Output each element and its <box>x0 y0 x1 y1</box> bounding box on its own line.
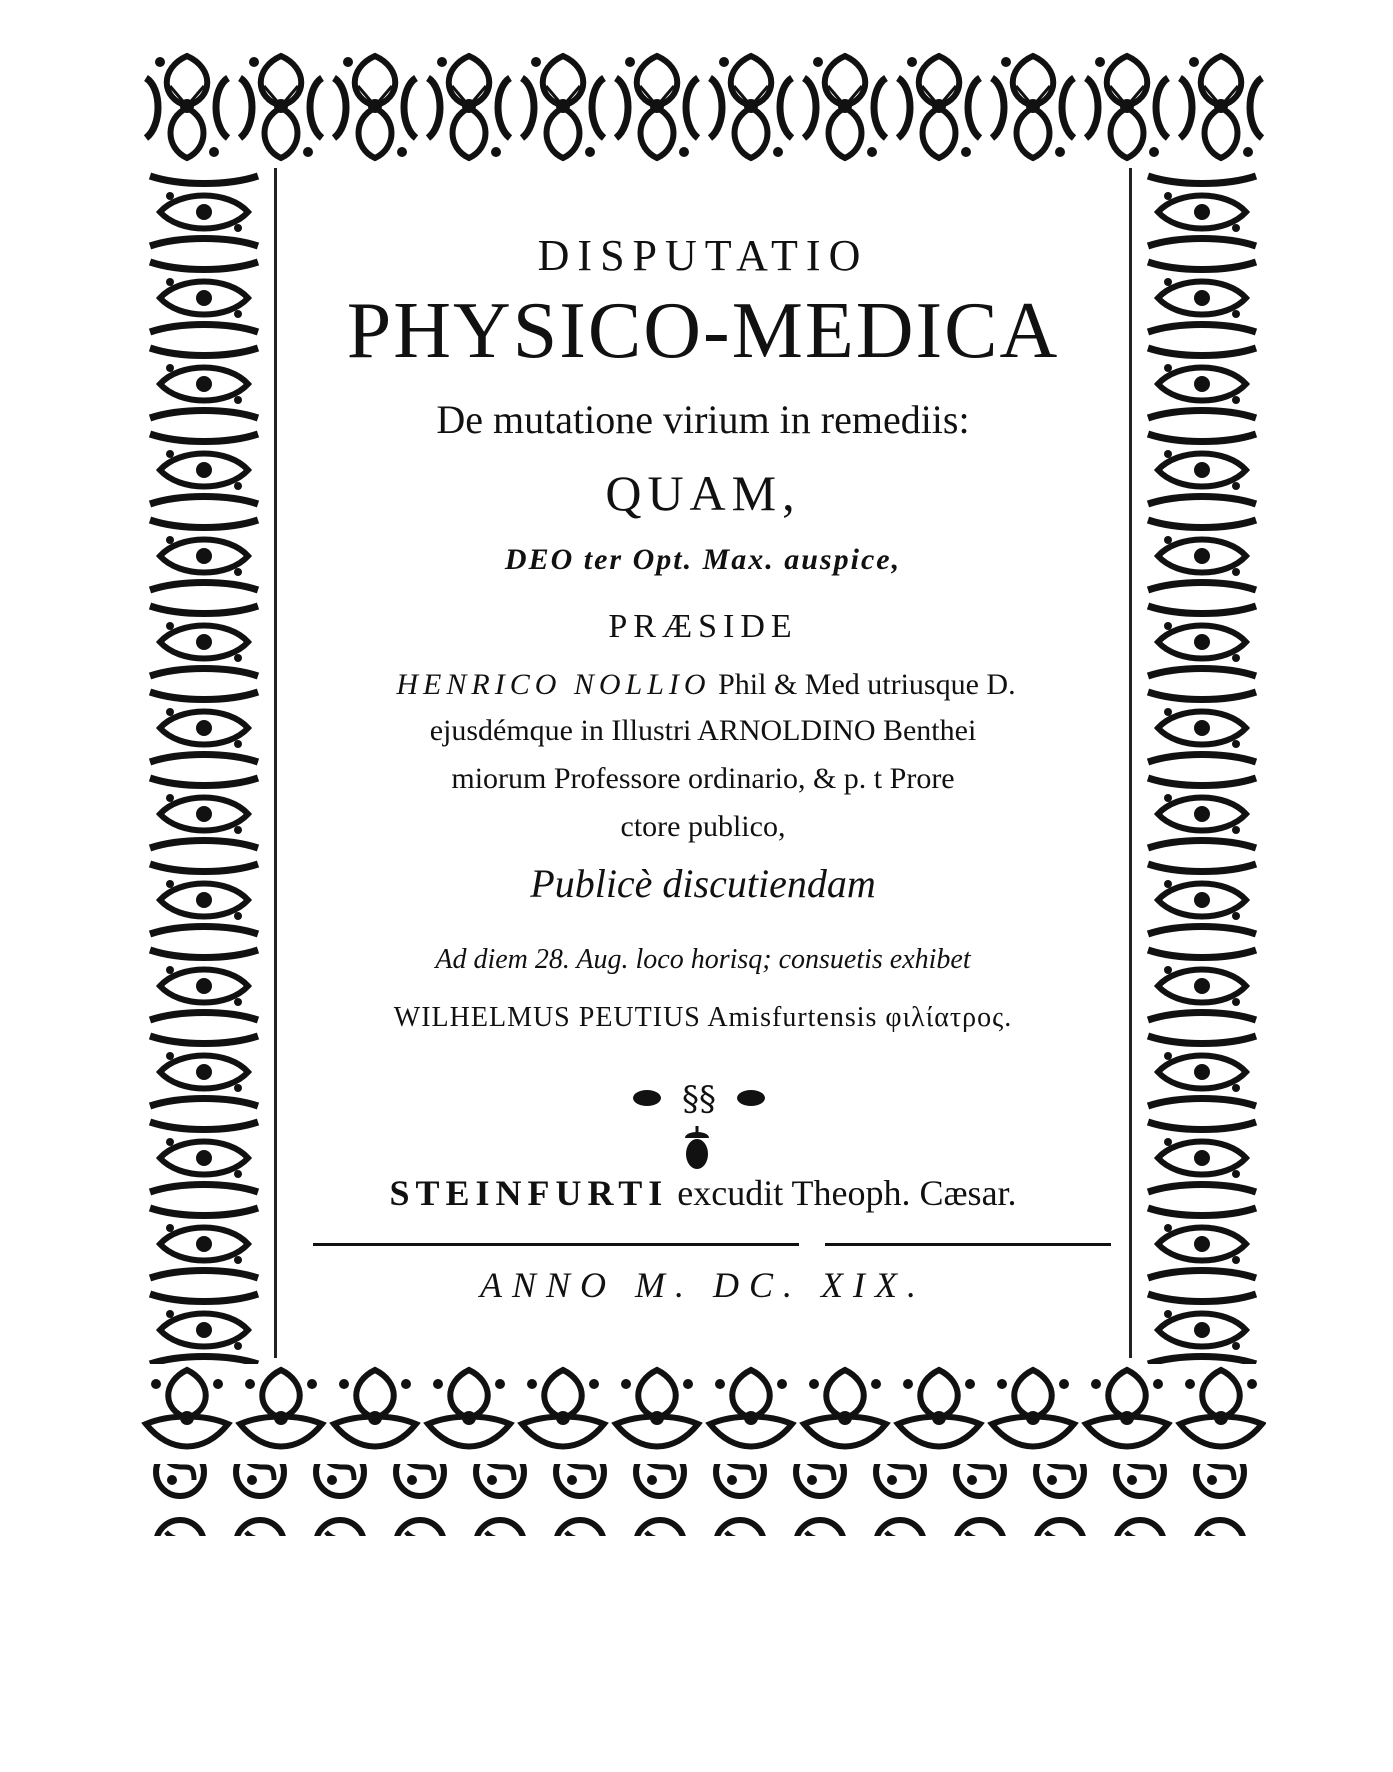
imprint-place: STEINFURTI <box>389 1173 669 1213</box>
subtitle-topic: De mutatione virium in remediis: <box>436 397 970 442</box>
publice-discutiendam: Publicè discutiendam <box>530 861 876 906</box>
section-fleuron-icon <box>629 1078 769 1118</box>
praeses-line <box>287 668 1125 702</box>
bottom-border-ornament <box>140 1364 1266 1536</box>
title-text-area <box>274 168 1132 1358</box>
title-physico-medica: PHYSICO-MEDICA <box>346 287 1060 375</box>
svg-text:§§: §§ <box>682 1079 716 1118</box>
quam-line: QUAM, <box>605 465 801 521</box>
top-border-ornament <box>140 48 1266 166</box>
praeses-position: miorum Professore ordinario, & p. t Prore <box>451 762 955 795</box>
imprint-line <box>277 1172 1129 1214</box>
right-border-ornament <box>1138 166 1266 1364</box>
title-disputatio: DISPUTATIO <box>537 231 869 280</box>
praeside-heading: PRÆSIDE <box>608 608 798 645</box>
acorn-fleuron-icon <box>677 1124 717 1172</box>
praeses-position-end: ctore publico, <box>620 810 786 843</box>
deo-invocation: DEO ter Opt. Max. auspice, <box>504 543 902 576</box>
title-page-frame <box>140 48 1266 1536</box>
imprint-printer: excudit Theoph. Cæsar. <box>677 1173 1017 1213</box>
imprint-rule-left <box>313 1243 799 1246</box>
praeses-name: HENRICO NOLLIO <box>396 668 711 701</box>
imprint-rule-right <box>825 1243 1111 1246</box>
year-line: ANNO M. DC. XIX. <box>480 1265 926 1305</box>
respondent-line: WILHELMUS PEUTIUS Amisfurtensis φιλίατρος. <box>393 1002 1013 1033</box>
praeses-affiliation: ejusdémque in Illustri ARNOLDINO Benthei <box>429 714 977 747</box>
praeses-degree: Phil & Med utriusque D. <box>718 668 1016 701</box>
left-border-ornament <box>140 166 268 1364</box>
date-line: Ad diem 28. Aug. loco horisq; consuetis exhibet <box>435 944 971 975</box>
